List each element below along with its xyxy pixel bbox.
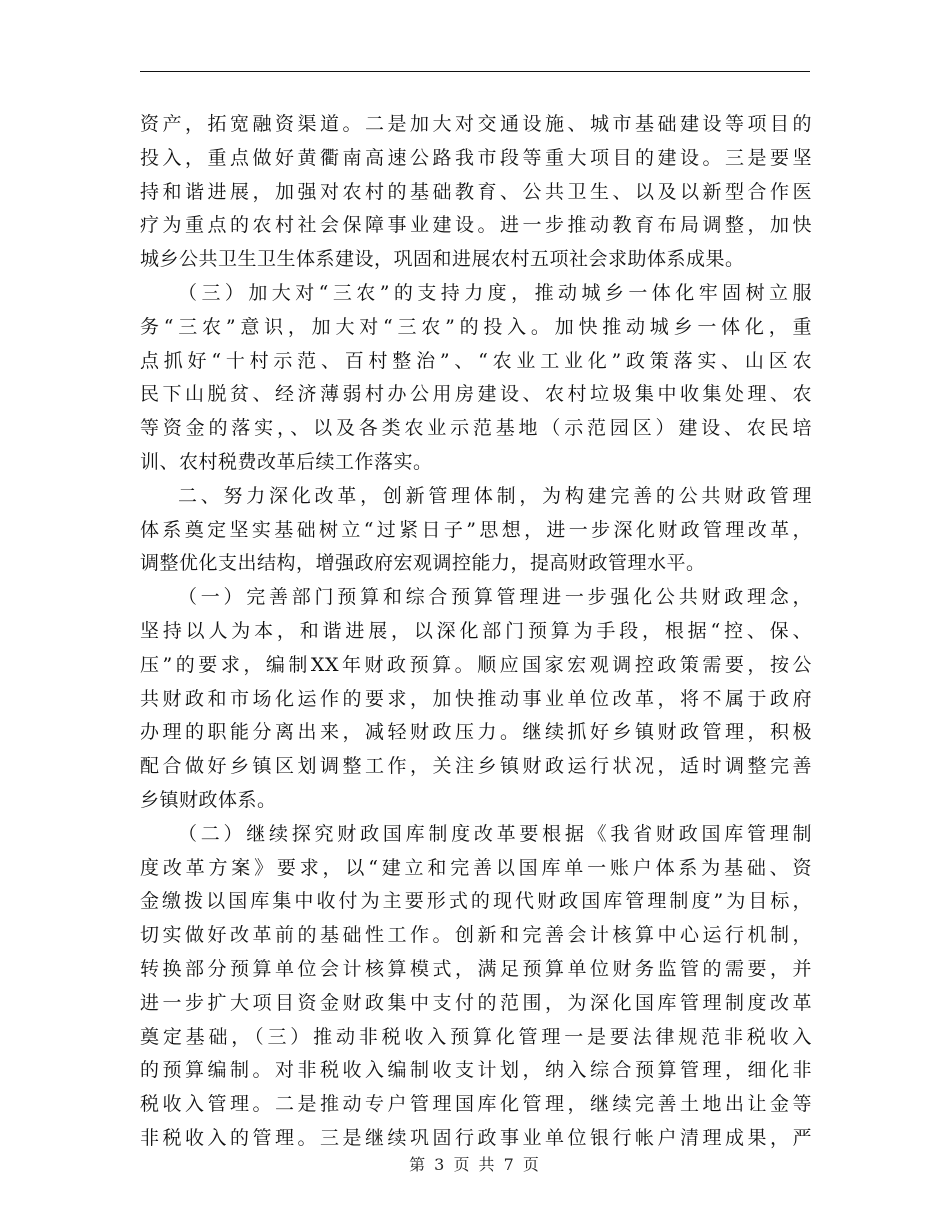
text-line: 税收入管理。二是推动专户管理国库化管理，继续完善土地出让金等 xyxy=(140,1093,812,1116)
text-line: 民下山脱贫、经济薄弱村办公用房建设、农村垃圾集中收集处理、农 xyxy=(140,383,812,406)
text-line: 的预算编制。对非税收入编制收支计划，纳入综合预算管理，细化非 xyxy=(140,1059,812,1082)
text-line: 点抓好“十村示范、百村整治”、“农业工业化”政策落实、山区农 xyxy=(140,349,812,372)
text-line: 资产，拓宽融资渠道。二是加大对交通设施、城市基础建设等项目的 xyxy=(140,113,812,135)
text-line: 非税收入的管理。三是继续巩固行政事业单位银行帐户清理成果，严 xyxy=(140,1126,812,1149)
text-line: 乡镇财政体系。 xyxy=(140,788,277,811)
text-line: 务“三农”意识，加大对“三农”的投入。加快推动城乡一体化，重 xyxy=(140,315,812,338)
text-line: 坚持以人为本，和谐进展，以深化部门预算为手段，根据“控、保、 xyxy=(140,619,812,642)
text-line: （三）加大对“三农”的支持力度，推动城乡一体化牢固树立服 xyxy=(178,281,812,304)
text-line: 奠定基础，（三）推动非税收入预算化管理一是要法律规范非税收入 xyxy=(140,1025,812,1048)
page-number: 第 3 页 共 7 页 xyxy=(409,1155,541,1174)
text-line: 调整优化支出结构，增强政府宏观调控能力，提高财政管理水平。 xyxy=(140,552,706,575)
text-line: 投入，重点做好黄衢南高速公路我市段等重大项目的建设。三是要坚 xyxy=(140,146,812,169)
text-line: 压”的要求，编制XX年财政预算。顺应国家宏观调控政策需要，按公 xyxy=(140,653,812,676)
text-line: 训、农村税费改革后续工作落实。 xyxy=(140,450,433,473)
text-line: 转换部分预算单位会计核算模式，满足预算单位财务监管的需要，并 xyxy=(140,957,812,980)
text-line: 度改革方案》要求，以“建立和完善以国库单一账户体系为基础、资 xyxy=(140,856,812,879)
text-line: （二）继续探究财政国库制度改革要根据《我省财政国库管理制 xyxy=(178,822,812,845)
text-line: 进一步扩大项目资金财政集中支付的范围，为深化国库管理制度改革 xyxy=(140,991,812,1014)
text-line: 疗为重点的农村社会保障事业建设。进一步推动教育布局调整，加快 xyxy=(140,214,812,237)
text-line: 配合做好乡镇区划调整工作，关注乡镇财政运行状况，适时调整完善 xyxy=(140,755,812,778)
text-line: 切实做好改革前的基础性工作。创新和完善会计核算中心运行机制， xyxy=(140,924,812,947)
text-line: 等资金的落实，、以及各类农业示范基地（示范园区）建设、农民培 xyxy=(140,417,812,440)
text-line: 持和谐进展，加强对农村的基础教育、公共卫生、以及以新型合作医 xyxy=(140,180,812,203)
document-body xyxy=(140,108,812,1156)
text-line: （一）完善部门预算和综合预算管理进一步强化公共财政理念， xyxy=(178,586,812,609)
text-line: 体系奠定坚实基础树立“过紧日子”思想，进一步深化财政管理改革， xyxy=(140,518,812,541)
text-line: 城乡公共卫生卫生体系建设，巩固和进展农村五项社会求助体系成果。 xyxy=(140,248,745,271)
text-line: 金缴拨以国库集中收付为主要形式的现代财政国库管理制度”为目标， xyxy=(140,890,812,913)
text-line: 二、努力深化改革，创新管理体制，为构建完善的公共财政管理 xyxy=(178,484,812,507)
text-line: 共财政和市场化运作的要求，加快推动事业单位改革，将不属于政府 xyxy=(140,687,812,710)
text-line: 办理的职能分离出来，减轻财政压力。继续抓好乡镇财政管理，积极 xyxy=(140,721,812,744)
header-rule xyxy=(140,71,810,72)
